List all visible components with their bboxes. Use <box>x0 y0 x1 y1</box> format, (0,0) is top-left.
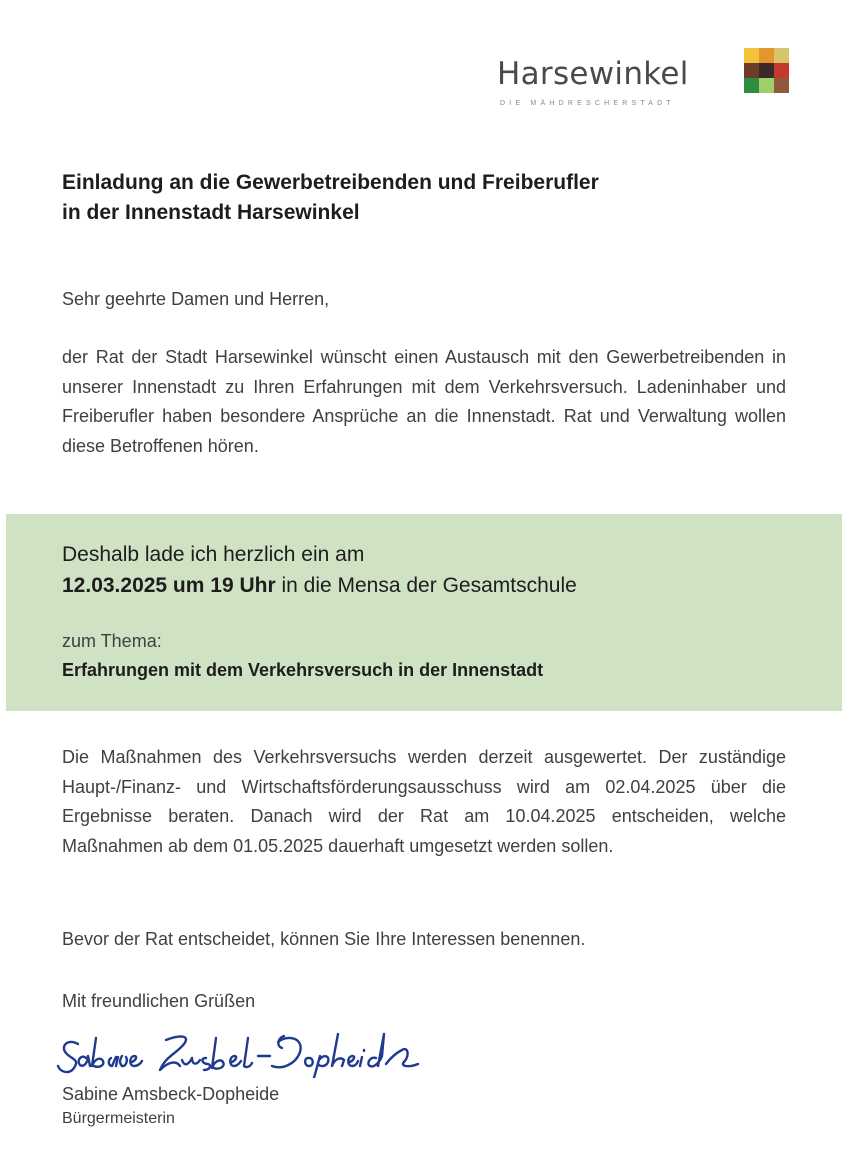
logo-square <box>759 78 774 93</box>
logo-square <box>759 63 774 78</box>
topic: Erfahrungen mit dem Verkehrsversuch in der Innenstadt <box>62 660 544 680</box>
signature-text <box>56 1026 68 1027</box>
intro-paragraph: der Rat der Stadt Harsewinkel wünscht einen Austausch mit den Gewerbetreibenden in unserer Innenstadt zu Ihren Erfahrungen mit dem Verkehrsversuch. Ladeninhaber und Freiberufler haben besondere Ansprüche an die Innenstadt. Rat und Verwaltung wollen diese Betroffenen hören. <box>62 347 786 456</box>
logo-square <box>744 48 759 63</box>
title-line-1: Einladung an die Gewerbetreibenden und Freiberufler <box>62 171 599 194</box>
evaluation-paragraph: Die Maßnahmen des Verkehrsversuchs werden derzeit ausgewertet. Der zuständige Haupt-/Finanz- und Wirtschaftsförderungsausschuss wird am 02.04.2025 über die Ergebnisse beraten. Danach wird der Rat am 10.04.2025 entscheiden, welche Maßnahmen ab dem 01.05.2025 dauerhaft umgesetzt werden sollen. <box>62 747 786 856</box>
logo-square <box>774 63 789 78</box>
logo-squares-icon <box>744 48 789 93</box>
topic-label: zum Thema: <box>62 631 162 651</box>
city-logo <box>497 48 797 112</box>
signature-drawing <box>56 1026 421 1078</box>
logo-square <box>744 78 759 93</box>
logo-square <box>759 48 774 63</box>
title-line-2: in der Innenstadt Harsewinkel <box>62 201 360 224</box>
invitation-location: in die Mensa der Gesamtschule <box>275 574 577 597</box>
salutation: Sehr geehrte Damen und Herren, <box>62 289 330 309</box>
closing-greeting: Mit freundlichen Grüßen <box>62 991 256 1011</box>
invitation-date-time: 12.03.2025 um 19 Uhr <box>62 574 276 597</box>
invitation-date-location <box>62 571 577 601</box>
invitation-line: Deshalb lade ich herzlich ein am <box>62 543 365 566</box>
handwritten-signature <box>56 1026 421 1078</box>
logo-wordmark: Harsewinkel <box>497 56 689 92</box>
signer-name: Sabine Amsbeck-Dopheide <box>62 1084 280 1104</box>
logo-square <box>744 63 759 78</box>
signer-role: Bürgermeisterin <box>62 1110 175 1127</box>
logo-square <box>774 78 789 93</box>
logo-square <box>774 48 789 63</box>
letter-title <box>62 168 782 228</box>
interests-paragraph: Bevor der Rat entscheidet, können Sie Ihre Interessen benennen. <box>62 929 586 949</box>
logo-tagline: DIE MÄHDRESCHERSTADT <box>500 100 675 107</box>
